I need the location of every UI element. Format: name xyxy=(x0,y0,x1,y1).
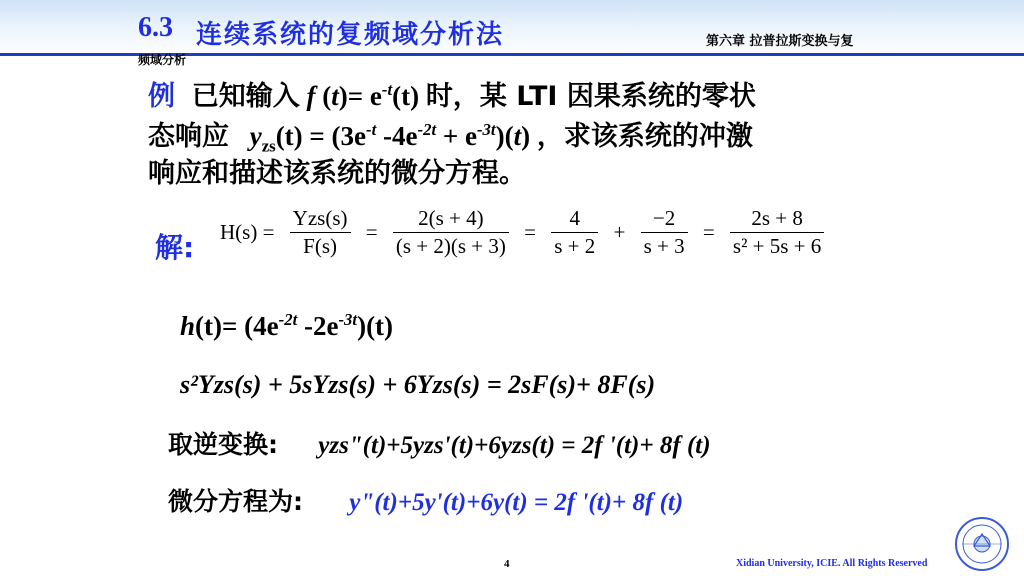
inverse-equation: yzs"(t)+5yzs'(t)+6yzs(t) = 2f '(t)+ 8f (t) xyxy=(318,432,711,459)
fraction-4: $\frac{-2}{s + 3}$ xyxy=(641,205,688,260)
page-number: 4 xyxy=(504,558,510,570)
xidian-university-seal-icon xyxy=(944,516,1020,572)
fraction-1: $\frac{\text{Yzs(s)}}{F(s)}$ xyxy=(290,205,351,260)
inverse-label: 取逆变换: xyxy=(168,430,278,459)
problem-line-3: 响应和描述该系统的微分方程。 xyxy=(148,158,526,189)
diff-equation: y"(t)+5y'(t)+6y(t) = 2f '(t)+ 8f (t) xyxy=(349,489,684,516)
section-number: 6.3 xyxy=(138,12,173,43)
diff-equation-row xyxy=(168,485,683,520)
inverse-transform-row xyxy=(168,428,711,463)
problem-line-2: 态响应 $y_{zs}(t) = (3e^{-t}$ $-4e^{-2t} + e^{-3t})(t)$ ，求该系统的冲激 xyxy=(148,120,753,156)
transfer-function: H(s) = $\frac{\text{Yzs(s)}}{F(s)}$ = $\frac{2(s + 4)}{(s + 2)(s + 3)}$ = $\frac{4}{s + 2}$ + $\frac{-2}{s + 3}$ = $\frac{2s + 8}{\text{s² + 5s + 6}}$ xyxy=(214,205,828,260)
problem-line-1: 例 已知输入 f $(t)= e^{-t}(t)$ 时，某 LTI 因果系统的零状 xyxy=(148,80,756,112)
s-domain-equation: s²Yzs(s) + 5sYzs(s) + 6Yzs(s) = 2sF(s)+ 8F(s) xyxy=(180,370,656,399)
fraction-2: $\frac{2(s + 4)}{(s + 2)(s + 3)}$ xyxy=(393,205,509,260)
chapter-title: 第六章 拉普拉斯变换与复 xyxy=(706,34,854,49)
fraction-3: $\frac{4}{s + 2}$ xyxy=(551,205,598,260)
example-label: 例 xyxy=(148,81,175,112)
section-title: 连续系统的复频域分析法 xyxy=(196,20,505,50)
solution-label: 解: xyxy=(155,231,195,264)
footer-credit: Xidian University, ICIE. All Rights Reserved xyxy=(736,558,928,569)
fraction-5: $\frac{2s + 8}{\text{s² + 5s + 6}}$ xyxy=(730,205,824,260)
chapter-title-cont: 频域分析 xyxy=(138,53,187,67)
diffeq-label: 微分方程为: xyxy=(168,487,303,516)
impulse-response: $h(t)= (4e^{-2t}$ $-2e^{-3t})(t)$ xyxy=(180,310,394,341)
